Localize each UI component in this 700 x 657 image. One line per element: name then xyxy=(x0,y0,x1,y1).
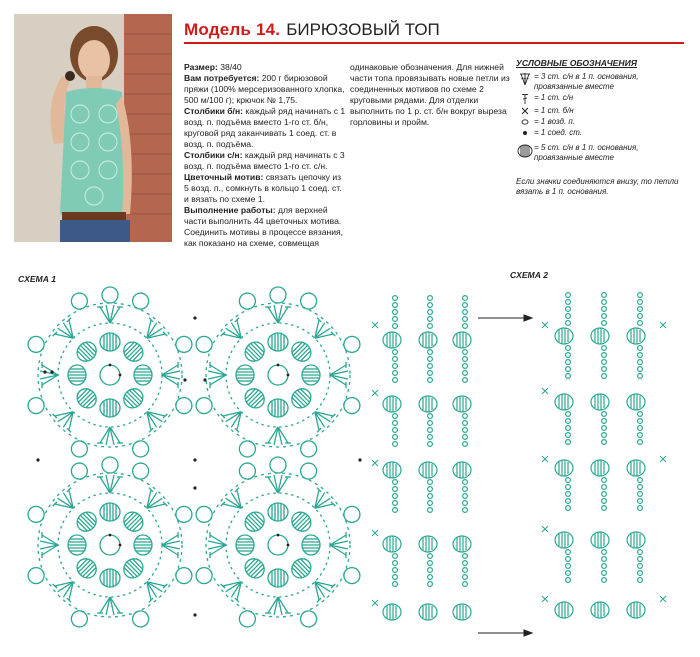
model-number: Модель 14. xyxy=(184,20,281,39)
double-crochet-value: каждый ряд начинать с 3 возд. п. подъёма вместо 1-го ст. с/н. xyxy=(184,150,345,171)
scheme-1-diagram xyxy=(26,287,363,629)
legend-title: УСЛОВНЫЕ ОБОЗНАЧЕНИЯ xyxy=(516,58,638,68)
model-name: БИРЮЗОВЫЙ ТОП xyxy=(286,20,440,39)
scheme-1-strip xyxy=(372,296,471,620)
materials-value: 200 г бирюзовой пряжи (100% мерсеризованного хлопка, 500 м/100 г); крючок № 1,75. xyxy=(184,73,345,105)
single-crochet-value: каждый ряд начинать с 1 возд. п. подъёма вместо 1-го ст. б/н, круговой ряд заканчивать 1 соед. ст. в возд. п. подъёма. xyxy=(184,106,346,149)
legend-item-text: = 3 ст. с/н в 1 п. основания, провязанные вместе xyxy=(534,72,639,91)
materials-label: Вам потребуется: xyxy=(184,73,260,83)
motif-label: Цветочный мотив: xyxy=(184,172,264,182)
size-value: 38/40 xyxy=(217,62,242,72)
legend-item-text: = 1 возд. п. xyxy=(534,117,576,126)
legend-item-text: = 5 ст. с/н в 1 п. основания, провязанные вместе xyxy=(534,143,639,162)
single-crochet-label: Столбики б/н: xyxy=(184,106,243,116)
double-crochet-label: Столбики с/н: xyxy=(184,150,243,160)
continuation-paragraph: одинаковые обозначения. Для нижней части топа провязывать новые петли из соединенных мотивов по схеме 2 круговыми рядами. Для отделки выполнить по 1 р. ст. б/н вокруг выреза горловины и пройм. xyxy=(350,62,510,127)
scheme-2-diagram xyxy=(542,293,666,618)
legend-item-text: = 1 ст. б/н xyxy=(534,106,574,115)
size-label: Размер: xyxy=(184,62,218,72)
legend-item-text: = 1 ст. с/н xyxy=(534,93,574,102)
work-value: для верхней части выполнить 44 цветочных мотива. Соединить мотивы в процессе вязания, как показано на схеме, совмещая xyxy=(184,205,344,248)
scheme-1-label: СХЕМА 1 xyxy=(18,274,57,284)
scheme-2-label: СХЕМА 2 xyxy=(510,270,549,280)
legend-item-text: = 1 соед. ст. xyxy=(534,128,583,137)
arrows xyxy=(478,315,532,636)
work-label: Выполнение работы: xyxy=(184,205,276,215)
legend-note: Если значки соединяются внизу, то петли вязать в 1 п. основания. xyxy=(516,177,679,196)
motif-value: связать цепочку из 5 возд. п., сомкнуть в кольцо 1 соед. ст. и вязать по схеме 1. xyxy=(184,172,342,204)
